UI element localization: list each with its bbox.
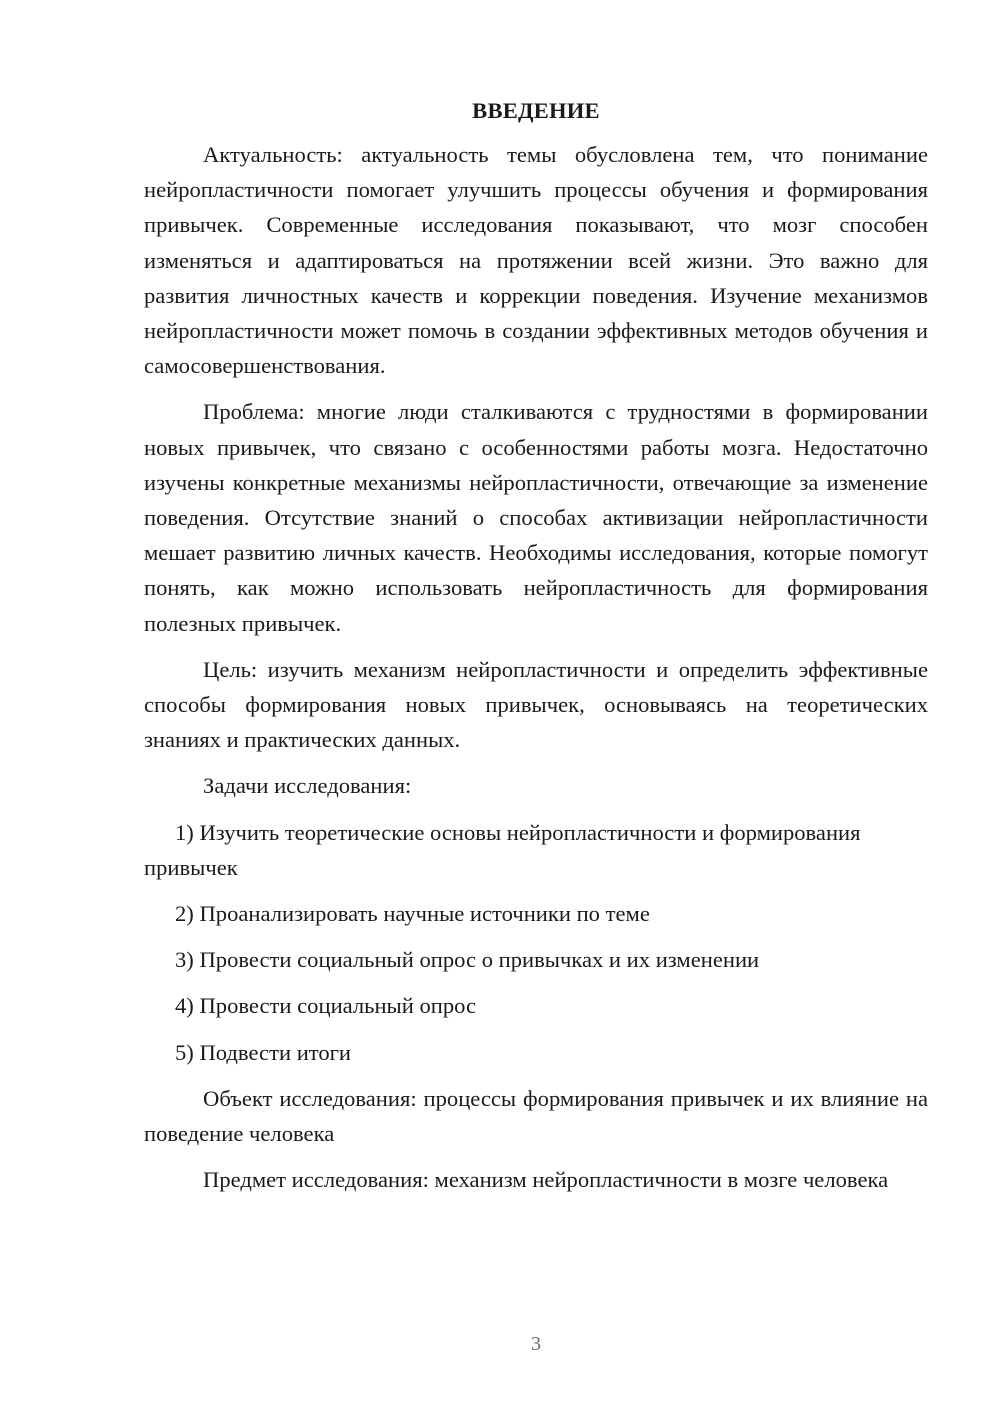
task-item-4: 4) Провести социальный опрос: [175, 993, 477, 1019]
paragraph-problem: Проблема: многие люди сталкиваются с трудностями в формировании новых привычек, что связано с особенностями работы мозга. Недостаточно изучены конкретные механизмы нейропластичности, отвечающие за изменение поведения. Отсутствие знаний о способах активизации нейропластичности мешает развитию личных качеств. Необходимы исследования, которые помогут понять, как можно использовать нейропластичность для формирования полезных привычек.: [144, 399, 928, 636]
page-title: ВВЕДЕНИЕ: [472, 98, 600, 123]
tasks-heading: Задачи исследования:: [203, 773, 412, 799]
page-number: 3: [531, 1333, 541, 1355]
paragraph-relevance: Актуальность: актуальность темы обусловлена тем, что понимание нейропластичности помогает улучшить процессы обучения и формирования привычек. Современные исследования показывают, что мозг способен изменяться и адаптироваться на протяжении всей жизни. Это важно для развития личностных качеств и коррекции поведения. Изучение механизмов нейропластичности может помочь в создании эффективных методов обучения и самосовершенствования.: [144, 142, 928, 379]
task-item-1: 1) Изучить теоретические основы нейропластичности и формирования привычек: [144, 819, 861, 880]
task-item-2: 2) Проанализировать научные источники по теме: [175, 901, 650, 927]
paragraph-object: Объект исследования: процессы формирования привычек и их влияние на поведение человека: [144, 1085, 928, 1147]
tasks-list: [144, 815, 928, 1070]
paragraph-goal: Цель: изучить механизм нейропластичности и определить эффективные способы формирования новых привычек, основываясь на теоретических знаниях и практических данных.: [144, 656, 928, 753]
document-body: [144, 96, 928, 1208]
task-item-3: 3) Провести социальный опрос о привычках и их изменении: [175, 947, 760, 973]
task-item-5: 5) Подвести итоги: [175, 1039, 352, 1065]
paragraph-subject: Предмет исследования: механизм нейропластичности в мозге человека: [203, 1167, 889, 1193]
